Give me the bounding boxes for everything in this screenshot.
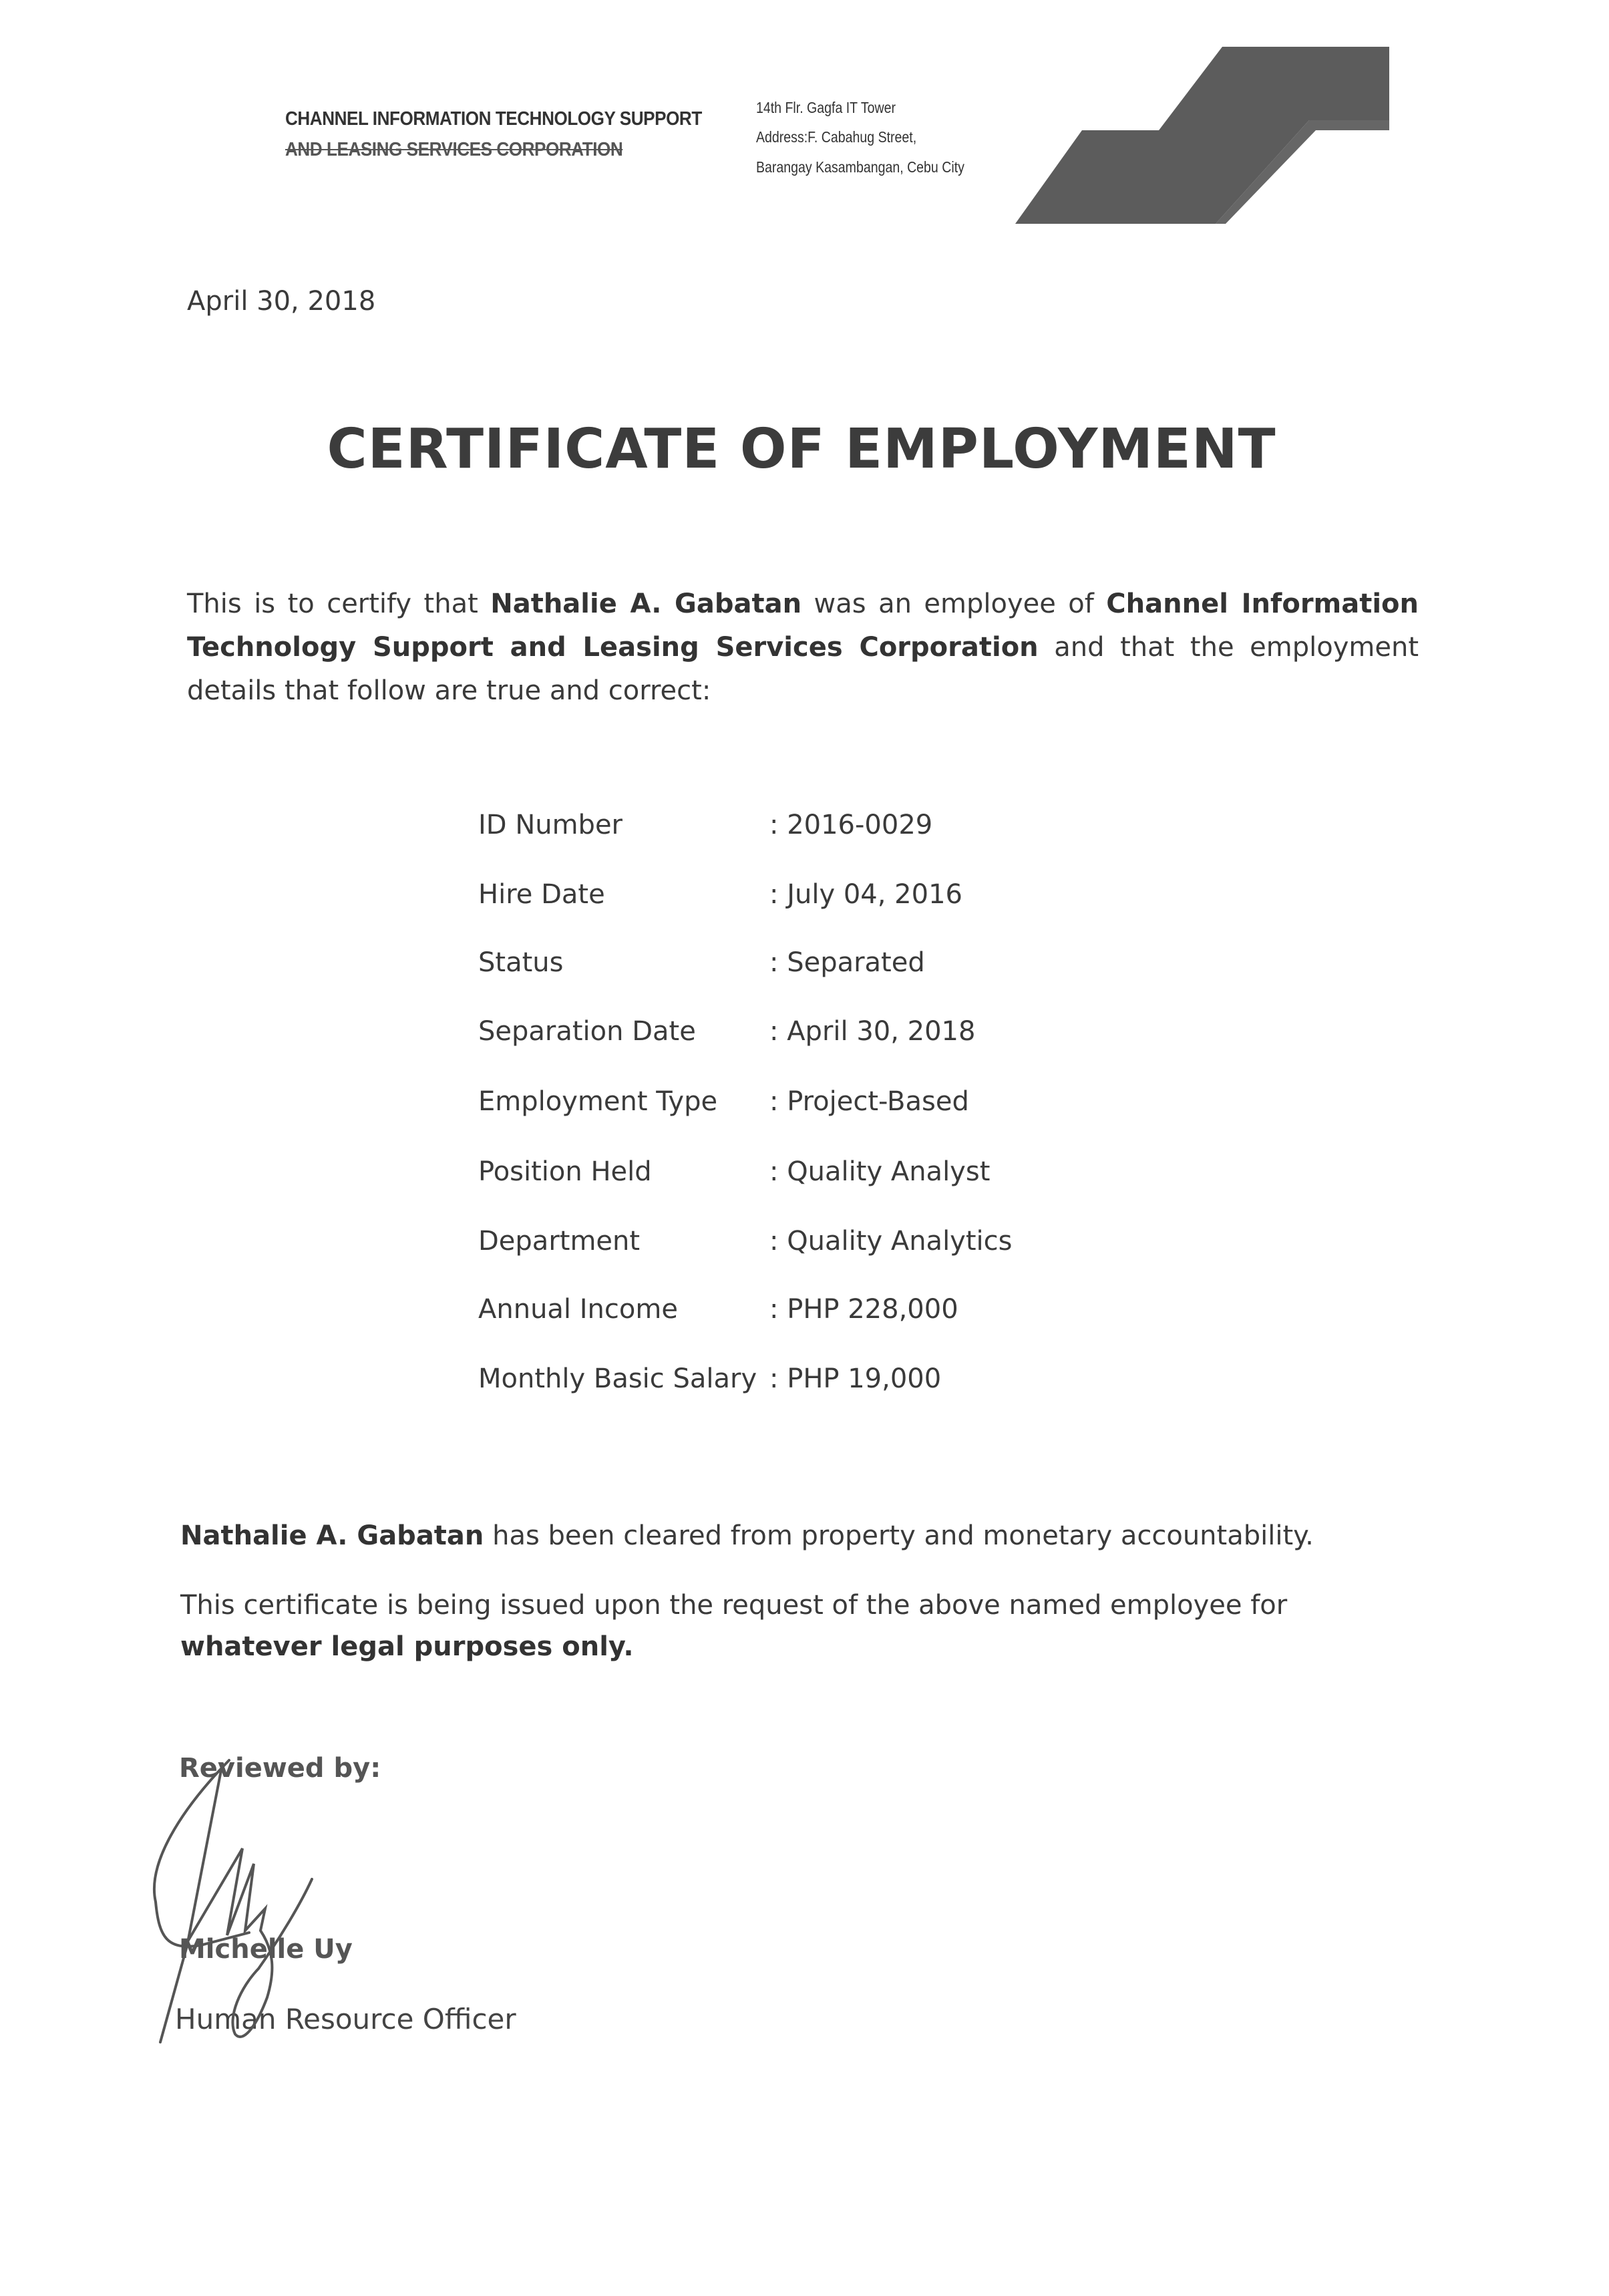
address-line2: Address:F. Cabahug Street, [756, 128, 917, 146]
detail-value: : 2016-0029 [769, 810, 933, 840]
page-title: CERTIFICATE OF EMPLOYMENT [327, 418, 1276, 481]
company-name-line2: AND LEASING SERVICES CORPORATION [285, 139, 623, 160]
detail-label: Monthly Basic Salary [478, 1363, 757, 1394]
detail-label: Position Held [478, 1156, 652, 1187]
detail-label: Status [478, 947, 564, 978]
clearance-text: has been cleared from property and monetary accountability. [484, 1520, 1314, 1551]
reviewed-by-label: Reviewed by: [179, 1753, 381, 1784]
company-logo [1015, 40, 1396, 234]
detail-value: : PHP 19,000 [769, 1363, 942, 1394]
company-name-line1: CHANNEL INFORMATION TECHNOLOGY SUPPORT [285, 108, 702, 130]
detail-value: : July 04, 2016 [769, 879, 962, 910]
detail-label: Separation Date [478, 1016, 696, 1047]
detail-value: : April 30, 2018 [769, 1016, 976, 1047]
signatory-name: Michelle Uy [179, 1934, 353, 1965]
employee-name: Nathalie A. Gabatan [490, 589, 802, 619]
intro-text: and that the employment details that follow are true and correct: [187, 632, 1419, 706]
detail-label: Hire Date [478, 879, 605, 910]
detail-label: Department [478, 1226, 641, 1257]
detail-label: Employment Type [478, 1086, 718, 1117]
detail-value: : Separated [769, 947, 925, 978]
purpose-bold: whatever legal purposes only. [180, 1631, 634, 1662]
address-line1: 14th Flr. Gagfa IT Tower [756, 99, 896, 116]
detail-label: ID Number [478, 810, 622, 840]
purpose-paragraph [180, 1585, 1416, 1667]
company-name: Channel Information Technology Support and Leasing Services Corporation [187, 589, 1419, 663]
letter-date: April 30, 2018 [187, 286, 376, 317]
address-line3: Barangay Kasambangan, Cebu City [756, 158, 964, 176]
detail-value: : Project-Based [769, 1086, 969, 1117]
detail-value: : PHP 228,000 [769, 1294, 958, 1325]
purpose-text: This certificate is being issued upon the request of the above named employee for [180, 1590, 1288, 1621]
intro-text: This is to certify that [187, 589, 491, 619]
detail-label: Annual Income [478, 1294, 678, 1325]
detail-value: : Quality Analyst [769, 1156, 991, 1187]
signatory-position: Human Resource Officer [175, 2003, 516, 2035]
employee-name: Nathalie A. Gabatan [180, 1520, 484, 1551]
intro-text: was an employee of [801, 589, 1107, 619]
intro-paragraph [187, 583, 1419, 713]
detail-value: : Quality Analytics [769, 1226, 1013, 1257]
clearance-paragraph [180, 1515, 1416, 1556]
